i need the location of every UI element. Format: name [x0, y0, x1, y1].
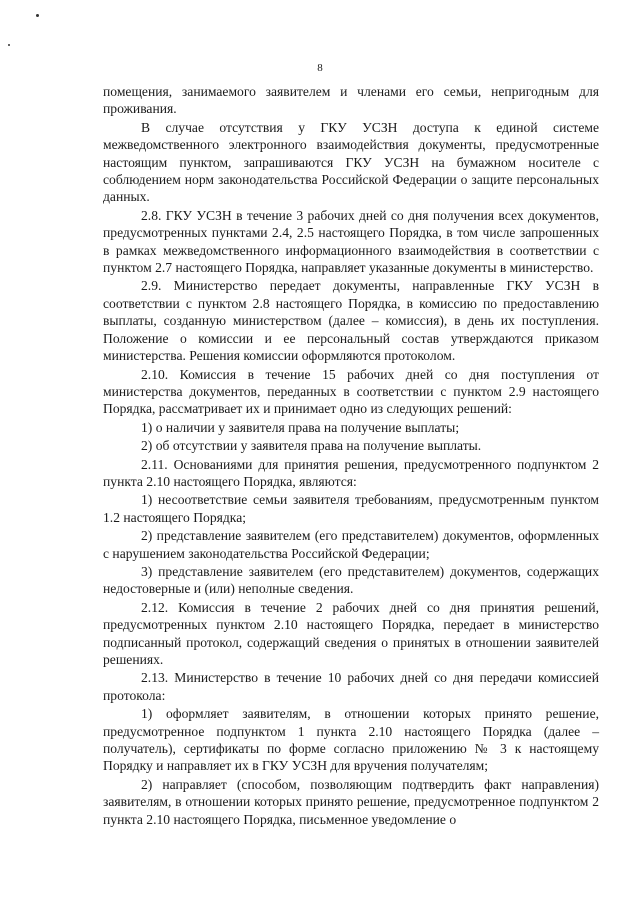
- list-item: 2) представление заявителем (его представителем) документов, оформленных с нарушением законодательства Российской Федерации;: [103, 528, 599, 561]
- paragraph: В случае отсутствия у ГКУ УСЗН доступа к единой системе межведомственного электронного взаимодействия документы, предусмотренные настоящим пунктом, запрашиваются ГКУ УСЗН на бумажном носителе с соблюдением норм законодательства Российской Федерации о защите персональных данных.: [103, 119, 599, 205]
- list-item: 2) об отсутствии у заявителя права на получение выплаты.: [141, 438, 482, 454]
- paragraph-2-13: 2.13. Министерство в течение 10 рабочих дней со дня передачи комиссией протокола:: [103, 670, 599, 703]
- scan-speck: [8, 44, 10, 46]
- paragraph-2-11: 2.11. Основаниями для принятия решения, предусмотренного подпунктом 2 пункта 2.10 настоящего Порядка, являются:: [103, 456, 599, 489]
- paragraph-2-12: 2.12. Комиссия в течение 2 рабочих дней со дня принятия решений, предусмотренных пунктом 2.10 настоящего Порядка, передает в министерство подписанный протокол, содержащий сведения о принятых в отношении заявителей решениях.: [103, 599, 599, 667]
- scan-speck: [36, 14, 39, 17]
- list-item: 1) оформляет заявителям, в отношении которых принято решение, предусмотренное подпунктом 1 пункта 2.10 настоящего Порядка (далее – получатель), сертификаты по форме согласно приложению № 3 к настоящему Порядку и направляет их в ГКУ УСЗН для вручения получателям;: [103, 706, 599, 774]
- paragraph-2-8: 2.8. ГКУ УСЗН в течение 3 рабочих дней со дня получения всех документов, предусмотренных пунктами 2.4, 2.5 настоящего Порядка, в том числе запрошенных в рамках межведомственного информационного взаимодействия в соответствии с пунктом 2.7 настоящего Порядка, направляет указанные документы в министерство.: [103, 207, 599, 276]
- document-body: [103, 83, 599, 829]
- page-number: 8: [317, 62, 323, 74]
- list-item: 3) представление заявителем (его представителем) документов, содержащих недостоверные и (или) неполные сведения.: [103, 563, 599, 597]
- paragraph-2-9: 2.9. Министерство передает документы, направленные ГКУ УСЗН в соответствии с пунктом 2.8 настоящего Порядка, в комиссию по предоставлению выплаты, созданную министерством (далее – комиссия), в день их поступления. Положение о комиссии и ее персональный состав утверждаются приказом министерства. Решения комиссии оформляются протоколом.: [103, 278, 599, 364]
- list-item: 1) несоответствие семьи заявителя требованиям, предусмотренным пунктом 1.2 настоящего Порядка;: [103, 492, 599, 525]
- list-item: 1) о наличии у заявителя права на получение выплаты;: [141, 419, 460, 435]
- paragraph-2-10: 2.10. Комиссия в течение 15 рабочих дней со дня поступления от министерства документов, переданных в соответствии с пунктом 2.9 настоящего Порядка, рассматривает их и принимает одно из следующих решений:: [103, 366, 599, 417]
- paragraph: помещения, занимаемого заявителем и членами его семьи, непригодным для проживания.: [103, 84, 599, 117]
- list-item: 2) направляет (способом, позволяющим подтвердить факт направления) заявителям, в отношении которых принято решение, предусмотренное подпунктом 2 пункта 2.10 настоящего Порядка, письменное уведомление о: [103, 776, 599, 827]
